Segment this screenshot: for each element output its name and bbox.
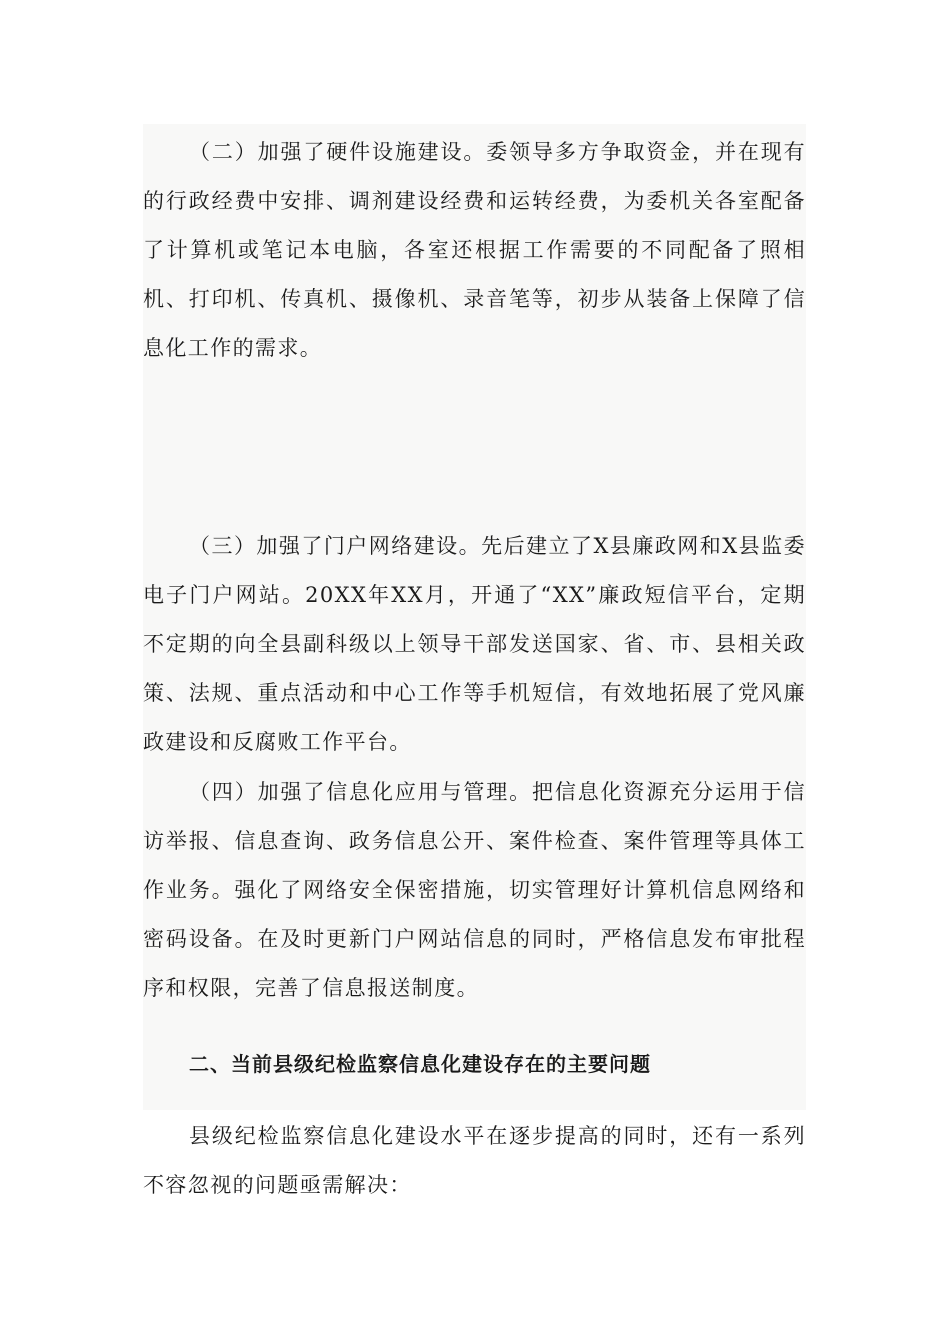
- paragraph-section-intro: 县级纪检监察信息化建设水平在逐步提高的同时，还有一系列不容忽视的问题亟需解决：: [143, 1124, 806, 1197]
- paragraph-application-management: （四）加强了信息化应用与管理。把信息化资源充分运用于信访举报、信息查询、政务信息公开、案件检查、案件管理等具体工作业务。强化了网络安全保密措施，切实管理好计算机信息网络和密码设备。在及时更新门户网站信息的同时，严格信息发布审批程序和权限，完善了信息报送制度。: [143, 780, 806, 1000]
- section-heading: 二、当前县级纪检监察信息化建设存在的主要问题: [189, 1052, 651, 1076]
- paragraph-portal-network: （三）加强了门户网络建设。先后建立了X县廉政网和X县监委电子门户网站。20XX年XX月，开通了“XX”廉政短信平台，定期不定期的向全县副科级以上领导干部发送国家、省、市、县相关政策、法规、重点活动和中心工作等手机短信，有效地拓展了党风廉政建设和反腐败工作平台。: [143, 534, 806, 754]
- document-page: [143, 124, 806, 1197]
- paragraph-hardware: （二）加强了硬件设施建设。委领导多方争取资金，并在现有的行政经费中安排、调剂建设经费和运转经费，为委机关各室配备了计算机或笔记本电脑，各室还根据工作需要的不同配备了照相机、打印机、传真机、摄像机、录音笔等，初步从装备上保障了信息化工作的需求。: [143, 140, 806, 360]
